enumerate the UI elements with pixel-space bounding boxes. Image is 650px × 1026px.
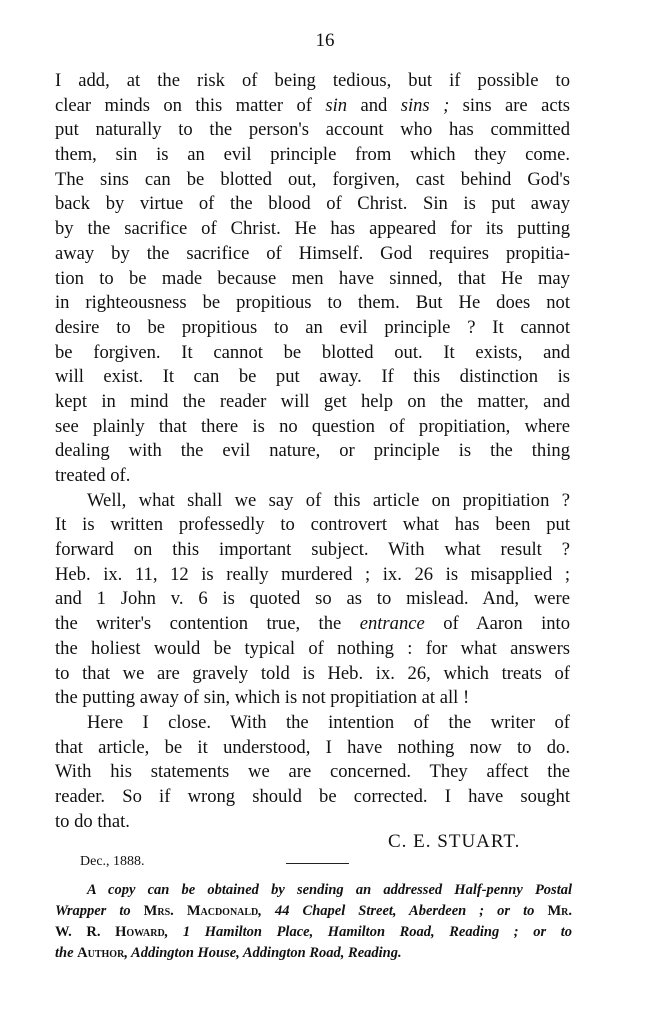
body-text	[55, 69, 570, 834]
text-line: desire to be propitious to an evil principle ? It cannot	[55, 316, 570, 338]
text-line: kept in mind the reader will get help on the matter, and	[55, 390, 570, 412]
date: Dec., 1888.	[80, 854, 145, 869]
text-line: the putting away of sin, which is not propitiation at all !	[55, 687, 470, 709]
text-line: put naturally to the person's account who has committed	[55, 119, 570, 141]
text-line: tion to be made because men have sinned, that He may	[55, 267, 570, 289]
text-line: by the sacrifice of Christ. He has appeared for its putting	[55, 218, 570, 240]
text-line: Heb. ix. 11, 12 is really murdered ; ix. 26 is misapplied ;	[55, 563, 570, 585]
divider-rule	[286, 863, 349, 864]
text-line: to do that.	[55, 810, 130, 832]
text-line: that article, be it understood, I have nothing now to do.	[55, 736, 570, 758]
footnote-line: A copy can be obtained by sending an addressed Half-penny Postal	[87, 882, 572, 898]
text-line: the writer's contention true, the entrance of Aaron into	[55, 613, 570, 635]
text-line: will exist. It can be put away. If this distinction is	[55, 366, 570, 388]
text-line: It is written professedly to controvert what has been put	[55, 514, 570, 536]
text-line: clear minds on this matter of sin and sins ; sins are acts	[55, 94, 570, 116]
text-line: dealing with the evil nature, or principle is the thing	[55, 440, 570, 462]
page-number: 16	[315, 30, 335, 51]
text-line: the holiest would be typical of nothing : for what answers	[55, 637, 570, 659]
footnote-line: Wrapper to Mrs. Macdonald, 44 Chapel Street, Aberdeen ; or to Mr.	[55, 903, 572, 919]
text-line: reader. So if wrong should be corrected. I have sought	[55, 785, 570, 807]
text-line: Here I close. With the intention of the writer of	[87, 711, 570, 733]
text-line: The sins can be blotted out, forgiven, cast behind God's	[55, 168, 570, 190]
text-line: back by virtue of the blood of Christ. Sin is put away	[55, 193, 570, 215]
text-line: away by the sacrifice of Himself. God requires propitia-	[55, 242, 570, 264]
signature: C. E. STUART.	[388, 831, 521, 852]
text-line: treated of.	[55, 465, 131, 486]
text-line: forward on this important subject. With what result ?	[55, 539, 570, 561]
text-line: them, sin is an evil principle from which they come.	[55, 144, 570, 166]
footnote	[55, 880, 572, 964]
text-line: Well, what shall we say of this article on propitiation ?	[87, 489, 570, 511]
text-line: in righteousness be propitious to them. But He does not	[55, 292, 570, 314]
text-line: With his statements we are concerned. They affect the	[55, 761, 570, 783]
text-line: to that we are gravely told is Heb. ix. 26, which treats of	[55, 662, 570, 684]
text-line: I add, at the risk of being tedious, but if possible to	[55, 70, 570, 91]
text-line: see plainly that there is no question of propitiation, where	[55, 415, 570, 437]
text-line: be forgiven. It cannot be blotted out. It exists, and	[55, 341, 570, 363]
text-line: and 1 John v. 6 is quoted so as to mislead. And, were	[55, 588, 570, 610]
footnote-line: the Author, Addington House, Addington Road, Reading.	[55, 945, 402, 961]
footnote-line: W. R. Howard, 1 Hamilton Place, Hamilton Road, Reading ; or to	[55, 924, 572, 940]
